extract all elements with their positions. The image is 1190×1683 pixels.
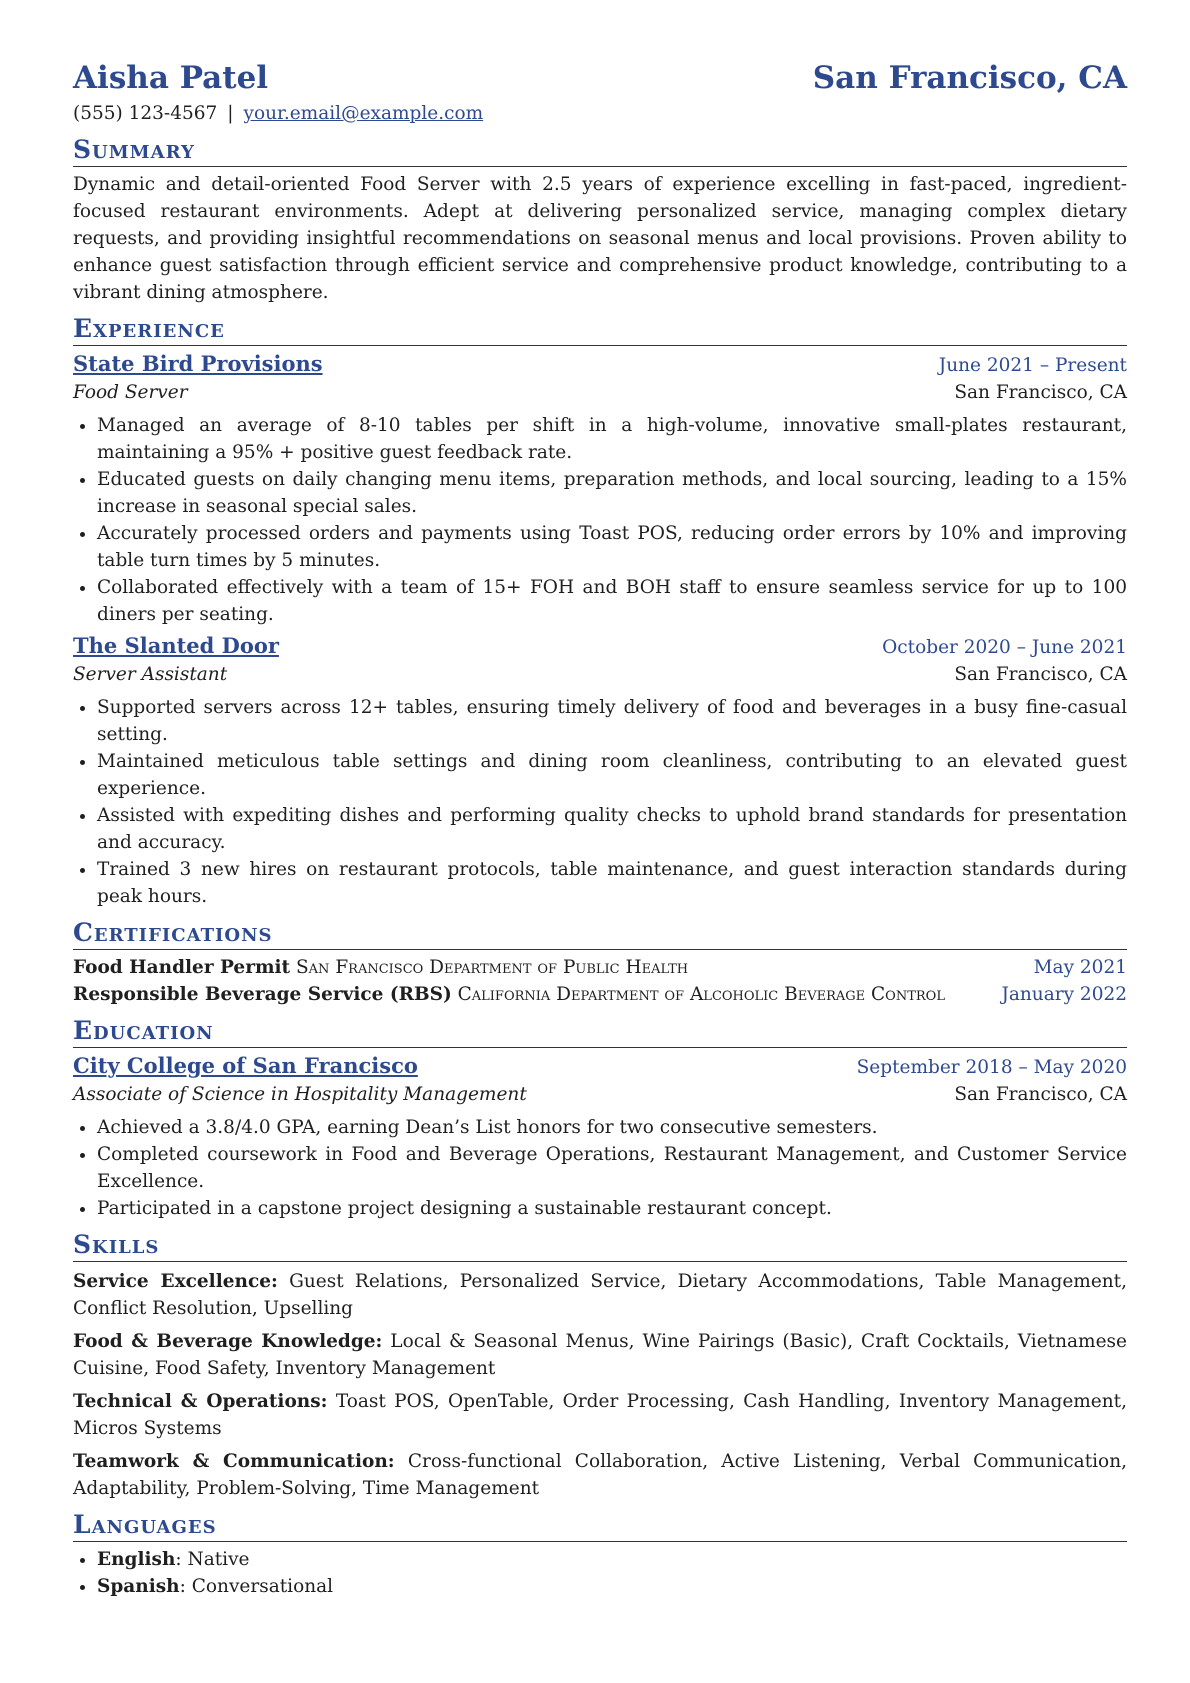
header-location: San Francisco, CA [812, 60, 1127, 96]
job-location: San Francisco, CA [954, 382, 1127, 403]
section-title-summary: Summary [73, 135, 1127, 167]
phone-number: (555) 123-4567 [73, 103, 218, 124]
certification-date: January 2022 [1001, 984, 1127, 1005]
section-title-skills: Skills [73, 1230, 1127, 1262]
list-item: • Accurately processed orders and payments using Toast POS, reducing order errors by 10% and improving table turn times by 5 minutes. [97, 520, 1127, 574]
skill-list: Guest Relations, Personalized Service, Dietary Accommodations, Table Management, Conflict Resolution, Upselling [73, 1271, 1127, 1319]
skill-group [73, 1268, 1127, 1322]
language-name: English [97, 1549, 176, 1570]
language-name: Spanish [97, 1576, 180, 1597]
certification-row [73, 981, 1127, 1008]
list-item [97, 1546, 1127, 1573]
skill-group [73, 1448, 1127, 1502]
certification-issuer: California Department of Alcoholic Beverage Control [457, 984, 945, 1005]
skill-category: Service Excellence: [73, 1271, 278, 1292]
section-title-certifications: Certifications [73, 918, 1127, 950]
contact-separator: | [227, 103, 234, 124]
list-item: • Assisted with expediting dishes and performing quality checks to uphold brand standards for presentation and accuracy. [97, 802, 1127, 856]
skill-list: Cross-functional Collaboration, Active Listening, Verbal Communication, Adaptability, Problem-Solving, Time Management [73, 1451, 1127, 1499]
certification-name: Food Handler Permit [73, 957, 291, 978]
list-item: • Managed an average of 8-10 tables per shift in a high-volume, innovative small-plates restaurant, maintaining a 95% + positive guest feedback rate. [97, 412, 1127, 466]
skill-group [73, 1388, 1127, 1442]
email-link[interactable]: your.email@example.com [243, 103, 484, 124]
list-item: • Achieved a 3.8/4.0 GPA, earning Dean’s List honors for two consecutive semesters. [97, 1114, 1127, 1141]
certification-name: Responsible Beverage Service (RBS) [73, 984, 452, 1005]
skill-category: Teamwork & Communication: [73, 1451, 395, 1472]
certification-row [73, 954, 1127, 981]
language-level: : Conversational [179, 1576, 334, 1597]
certification-date: May 2021 [1033, 957, 1127, 978]
skill-list: Toast POS, OpenTable, Order Processing, Cash Handling, Inventory Management, Micros Systems [73, 1391, 1127, 1439]
section-title-education: Education [73, 1016, 1127, 1048]
list-item: • Participated in a capstone project designing a sustainable restaurant concept. [97, 1195, 1127, 1222]
summary-section [73, 135, 1127, 306]
skill-group [73, 1328, 1127, 1382]
skill-category: Food & Beverage Knowledge: [73, 1331, 383, 1352]
language-level: : Native [175, 1549, 250, 1570]
contact-line [73, 100, 1127, 127]
experience-section [73, 314, 1127, 910]
employment-dates: June 2021 – Present [938, 355, 1127, 376]
list-item [97, 1573, 1127, 1600]
education-dates: September 2018 – May 2020 [856, 1057, 1127, 1078]
candidate-name: Aisha Patel [73, 60, 269, 96]
job-title: Server Assistant [73, 664, 228, 685]
certification-issuer: San Francisco Department of Public Health [296, 957, 689, 978]
certifications-section [73, 918, 1127, 1008]
experience-entry [73, 632, 1127, 910]
job-bullets [73, 412, 1127, 628]
school-name[interactable]: City College of San Francisco [73, 1053, 418, 1078]
employer-name[interactable]: State Bird Provisions [73, 351, 323, 376]
resume-page [73, 58, 1127, 1600]
language-list [73, 1546, 1127, 1600]
education-bullets [73, 1114, 1127, 1222]
employment-dates: October 2020 – June 2021 [882, 637, 1127, 658]
list-item: • Completed coursework in Food and Beverage Operations, Restaurant Management, and Customer Service Excellence. [97, 1141, 1127, 1195]
list-item: • Trained 3 new hires on restaurant protocols, table maintenance, and guest interaction standards during peak hours. [97, 856, 1127, 910]
resume-header [73, 58, 1127, 98]
list-item: • Educated guests on daily changing menu items, preparation methods, and local sourcing, leading to a 15% increase in seasonal special sales. [97, 466, 1127, 520]
skill-category: Technical & Operations: [73, 1391, 328, 1412]
list-item: • Maintained meticulous table settings and dining room cleanliness, contributing to an elevated guest experience. [97, 748, 1127, 802]
job-bullets [73, 694, 1127, 910]
section-title-experience: Experience [73, 314, 1127, 346]
school-location: San Francisco, CA [954, 1084, 1127, 1105]
employer-name[interactable]: The Slanted Door [73, 633, 279, 658]
experience-entry [73, 350, 1127, 628]
education-section [73, 1016, 1127, 1222]
degree-title: Associate of Science in Hospitality Management [73, 1084, 527, 1105]
list-item: • Supported servers across 12+ tables, ensuring timely delivery of food and beverages in a busy fine-casual setting. [97, 694, 1127, 748]
languages-section [73, 1510, 1127, 1600]
summary-text: Dynamic and detail-oriented Food Server with 2.5 years of experience excelling in fast-paced, ingredient-focused restaurant environments. Adept at delivering personalized service, managing complex dietary requests, and providing insightful recommendations on seasonal menus and local provisions. Proven ability to enhance guest satisfaction through efficient service and comprehensive product knowledge, contributing to a vibrant dining atmosphere. [73, 174, 1127, 303]
section-title-languages: Languages [73, 1510, 1127, 1542]
skills-section [73, 1230, 1127, 1502]
job-title: Food Server [73, 382, 188, 403]
job-location: San Francisco, CA [954, 664, 1127, 685]
skill-list: Local & Seasonal Menus, Wine Pairings (Basic), Craft Cocktails, Vietnamese Cuisine, Food Safety, Inventory Management [73, 1331, 1127, 1379]
list-item: • Collaborated effectively with a team of 15+ FOH and BOH staff to ensure seamless service for up to 100 diners per seating. [97, 574, 1127, 628]
